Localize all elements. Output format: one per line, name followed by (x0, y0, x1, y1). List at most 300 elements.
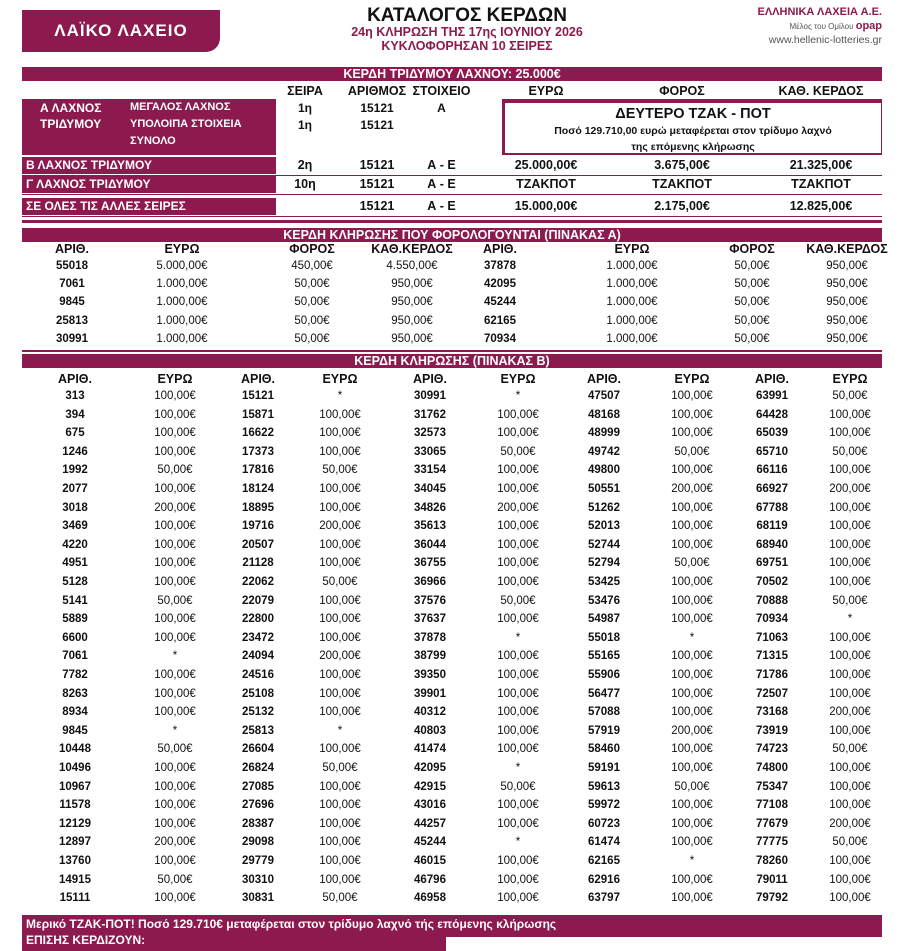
table-b-cell: 100,00€ (829, 501, 871, 514)
table-b-cell: 200,00€ (497, 501, 539, 514)
table-b-cell: 100,00€ (671, 538, 713, 551)
table-a-header: ΚΑΘ.ΚΕΡΔΟΣ (806, 242, 888, 256)
table-b-cell: 50,00€ (832, 743, 868, 756)
table-a-header: ΑΡΙΘ. (54, 242, 90, 256)
table-b-cell: 15121 (242, 390, 274, 402)
table-b-cell: 100,00€ (829, 762, 871, 774)
jackpot-text: της επόμενης κλήρωσης (631, 141, 755, 153)
table-b-cell: 100,00€ (671, 427, 713, 440)
table-b-cell: 43016 (414, 799, 446, 812)
table-b-cell: * (337, 724, 343, 737)
table-b-cell: 53476 (588, 594, 620, 607)
table-b-cell: 100,00€ (671, 892, 713, 905)
table-b-cell: 100,00€ (671, 594, 713, 607)
table-b-cell: 19716 (242, 520, 274, 533)
table-b-cell: 100,00€ (319, 538, 361, 551)
table-a-cell: 950,00€ (391, 332, 433, 345)
table-b-cell: 100,00€ (829, 464, 871, 477)
table-b-cell: 50,00€ (322, 464, 358, 477)
table-b-cell: 100,00€ (497, 892, 539, 905)
table-a-cell: 50,00€ (294, 296, 330, 309)
table-b-cell: 49800 (588, 464, 620, 477)
table-b-cell: 40312 (414, 706, 446, 719)
table-a-cell: 50,00€ (294, 314, 330, 327)
table-a-cell: 62165 (484, 314, 516, 327)
table-b-cell: 50,00€ (832, 445, 868, 458)
title-block (252, 6, 682, 53)
table-b-cell: * (689, 631, 695, 644)
table-a-cell: 1.000,00€ (156, 296, 208, 309)
table-b-cell: 100,00€ (319, 669, 361, 681)
table-b-cell: 10448 (59, 743, 91, 756)
table-b-cell: 53425 (588, 576, 620, 588)
table-b-cell: 100,00€ (829, 520, 871, 533)
table-b-cell: 100,00€ (154, 576, 196, 588)
table-b-cell: 50,00€ (500, 594, 536, 607)
table-b-cell: 100,00€ (497, 687, 539, 700)
table-a-cell: 950,00€ (826, 332, 868, 345)
table-b-cell: 100,00€ (154, 408, 196, 421)
table-b-cell: 8934 (62, 706, 88, 719)
table-b-cell: 22800 (242, 613, 274, 626)
table-a-cell: 1.000,00€ (606, 332, 658, 345)
table-a-cell: 950,00€ (391, 296, 433, 309)
table-b-cell: * (337, 390, 343, 402)
tridymo-header: ΕΥΡΩ (528, 84, 564, 98)
table-b-bar: ΚΕΡΔΗ ΚΛΗΡΩΣΗΣ (ΠΙΝΑΚΑΣ Β) (22, 354, 882, 368)
table-b-cell: 100,00€ (829, 576, 871, 588)
table-b-cell: 100,00€ (319, 743, 361, 756)
tridymo-row-tax: 3.675,00€ (654, 158, 710, 172)
tridymo-row-net: ΤΖΑΚΠΟΤ (791, 177, 851, 191)
table-b-cell: 6600 (62, 631, 88, 644)
table-b-cell: 100,00€ (671, 520, 713, 533)
table-b-cell: 100,00€ (154, 445, 196, 458)
table-b-cell: 73168 (756, 706, 788, 719)
tridymo-row-tax: 2.175,00€ (654, 199, 710, 213)
table-b-cell: * (847, 613, 853, 626)
table-b-cell: 31762 (414, 408, 446, 421)
table-b-cell: 100,00€ (497, 855, 539, 867)
table-b-cell: 50,00€ (832, 390, 868, 402)
table-b-cell: 100,00€ (319, 817, 361, 830)
table-b-cell: 100,00€ (319, 557, 361, 570)
table-a-cell: 950,00€ (826, 314, 868, 327)
tridymo-row-euro: ΤΖΑΚΠΟΤ (516, 177, 576, 191)
table-a-cell: 1.000,00€ (156, 314, 208, 327)
table-b-header: ΑΡΙΘ. (412, 372, 448, 386)
tridymo-row-tax: ΤΖΑΚΠΟΤ (652, 177, 712, 191)
table-b-cell: 100,00€ (497, 817, 539, 830)
table-a-cell: 50,00€ (294, 332, 330, 345)
table-b-cell: 100,00€ (671, 836, 713, 849)
laiko-lottery-logo: ΛΑΪΚΟ ΛΑΧΕΙΟ (22, 10, 220, 52)
table-b-cell: 100,00€ (319, 706, 361, 719)
tridymo-row-number: 15121 (359, 199, 395, 213)
table-b-cell: 59972 (588, 799, 620, 812)
table-a-cell: 50,00€ (734, 314, 770, 327)
table-b-cell: 100,00€ (497, 520, 539, 533)
table-b-cell: 44257 (414, 817, 446, 830)
table-b-cell: 100,00€ (154, 557, 196, 570)
table-a-end (22, 350, 882, 352)
table-b-cell: 65710 (756, 445, 788, 458)
table-b-cell: 100,00€ (154, 687, 196, 700)
tridymo-header: ΦΟΡΟΣ (659, 84, 705, 98)
brand-block (672, 6, 882, 46)
table-b-cell: 50551 (588, 483, 620, 495)
table-a-header: ΚΑΘ.ΚΕΡΔΟΣ (371, 242, 453, 256)
a-label: Α ΛΑΧΝΟΣ (40, 101, 102, 115)
table-b-cell: 25132 (242, 706, 274, 719)
table-b-cell: * (172, 650, 178, 663)
table-b-cell: 52744 (588, 538, 620, 551)
table-b-cell: 100,00€ (671, 613, 713, 626)
tridymo-header: ΣΤΟΙΧΕΙΟ (412, 84, 471, 98)
jackpot-text: Ποσό 129.710,00 ευρώ μεταφέρεται στον τρίδυμο λαχνό (554, 125, 832, 137)
table-b-cell: 100,00€ (319, 613, 361, 626)
table-b-cell: 34826 (414, 501, 446, 514)
tridymo-bar: ΚΕΡΔΗ ΤΡΙΔΥΜΟΥ ΛΑΧΝΟΥ: 25.000€ (22, 67, 882, 81)
table-b-cell: 200,00€ (154, 836, 196, 849)
table-b-cell: 18895 (242, 501, 274, 514)
table-b-cell: 100,00€ (497, 464, 539, 477)
table-b-cell: 65039 (756, 427, 788, 440)
table-b-cell: 22079 (242, 594, 274, 607)
table-a-cell: 50,00€ (734, 296, 770, 309)
table-b-cell: 50,00€ (500, 780, 536, 793)
tridymo-row-element: Α - Ε (427, 158, 456, 172)
table-a-bar: ΚΕΡΔΗ ΚΛΗΡΩΣΗΣ ΠΟΥ ΦΟΡΟΛΟΓΟΥΝΤΑΙ (ΠΙΝΑΚΑΣ Α) (22, 228, 882, 242)
table-b-cell: 100,00€ (497, 650, 539, 663)
table-b-header: ΕΥΡΩ (500, 372, 536, 386)
table-b-cell: 100,00€ (829, 650, 871, 663)
table-b-cell: 4220 (62, 538, 88, 551)
table-b-header: ΑΡΙΘ. (57, 372, 93, 386)
table-b-cell: 77679 (756, 817, 788, 830)
table-b-cell: 79011 (756, 873, 788, 886)
table-a-cell: 50,00€ (734, 278, 770, 291)
table-b-cell: 100,00€ (319, 501, 361, 514)
table-b-cell: 100,00€ (829, 557, 871, 570)
table-b-cell: 3018 (62, 501, 88, 514)
table-b-cell: 100,00€ (497, 724, 539, 737)
table-b-cell: 73919 (756, 724, 788, 737)
table-b-cell: 1992 (62, 464, 88, 477)
table-b-cell: 100,00€ (497, 669, 539, 681)
table-b-cell: 50,00€ (322, 576, 358, 588)
table-b-cell: 63991 (756, 390, 788, 402)
table-b-cell: 30310 (242, 873, 274, 886)
table-b-cell: 100,00€ (319, 836, 361, 849)
table-b-cell: 100,00€ (829, 855, 871, 867)
tridymo-row-euro: 15.000,00€ (514, 199, 578, 213)
table-b-cell: 100,00€ (497, 706, 539, 719)
table-a-cell: 1.000,00€ (156, 332, 208, 345)
footer-blank (446, 937, 882, 951)
table-b-cell: 79792 (756, 892, 788, 905)
table-b-cell: 100,00€ (671, 799, 713, 812)
table-b-cell: 58460 (588, 743, 620, 756)
table-b-cell: 34045 (414, 483, 446, 495)
table-b-cell: 64428 (756, 408, 788, 421)
table-b-cell: 12897 (59, 836, 91, 849)
table-b-cell: 48168 (588, 408, 620, 421)
table-a-cell: 70934 (484, 332, 516, 345)
table-b-cell: 45244 (414, 836, 446, 849)
table-b-cell: 22062 (242, 576, 274, 588)
table-b-cell: 100,00€ (319, 799, 361, 812)
table-b-cell: 74723 (756, 743, 788, 756)
table-b-cell: 200,00€ (319, 650, 361, 663)
table-b-cell: 62165 (588, 855, 620, 867)
table-b-cell: 32573 (414, 427, 446, 440)
table-b-header: ΕΥΡΩ (157, 372, 193, 386)
table-b-cell: 100,00€ (319, 427, 361, 440)
table-b-cell: 200,00€ (319, 520, 361, 533)
table-b-cell: 100,00€ (154, 390, 196, 402)
tridymo-row-element: Α - Ε (427, 177, 456, 191)
table-b-cell: 100,00€ (154, 892, 196, 905)
table-b-cell: 25813 (242, 724, 274, 737)
table-b-cell: 55165 (588, 650, 620, 663)
table-b-cell: 48999 (588, 427, 620, 440)
table-b-cell: 56477 (588, 687, 620, 700)
table-b-cell: 100,00€ (497, 743, 539, 756)
table-b-cell: 100,00€ (671, 706, 713, 719)
tridymo-row-euro: 25.000,00€ (514, 158, 578, 172)
table-b-cell: 100,00€ (154, 780, 196, 793)
member-line (672, 20, 882, 32)
table-b-cell: 59191 (588, 762, 620, 774)
table-b-cell: 4951 (62, 557, 88, 570)
tridymo-row-series: 2η (297, 158, 313, 172)
table-b-cell: 100,00€ (829, 687, 871, 700)
table-b-cell: 100,00€ (671, 817, 713, 830)
table-b-cell: 24094 (242, 650, 274, 663)
table-b-cell: * (689, 855, 695, 867)
table-b-cell: * (515, 390, 521, 402)
table-b-cell: 35613 (414, 520, 446, 533)
table-b-cell: 100,00€ (671, 687, 713, 700)
tridymo-row-net: 12.825,00€ (789, 199, 853, 213)
table-b-cell: * (515, 762, 521, 774)
table-b-cell: 100,00€ (319, 780, 361, 793)
table-b-cell: 21128 (242, 557, 274, 570)
table-b-cell: 30991 (414, 390, 446, 402)
jackpot-title: ΔΕΥΤΕΡΟ ΤΖΑΚ - ΠΟΤ (615, 106, 771, 122)
table-b-cell: 46958 (414, 892, 446, 905)
table-b-cell: 394 (65, 408, 85, 421)
table-b-cell: 100,00€ (319, 855, 361, 867)
table-b-cell: 100,00€ (829, 631, 871, 644)
table-a-cell: 1.000,00€ (606, 278, 658, 291)
table-b-cell: 7061 (62, 650, 88, 663)
table-b-cell: 37576 (414, 594, 446, 607)
table-b-cell: 47507 (588, 390, 620, 402)
website-link[interactable]: www.hellenic-lotteries.gr (768, 34, 882, 46)
table-b-cell: 36755 (414, 557, 446, 570)
table-b-cell: 1246 (62, 445, 88, 458)
table-b-cell: 100,00€ (497, 873, 539, 886)
table-b-cell: 42915 (414, 780, 446, 793)
table-b-cell: 42095 (414, 762, 446, 774)
table-a-cell: 950,00€ (391, 278, 433, 291)
table-b-cell: 50,00€ (322, 892, 358, 905)
table-b-cell: 54987 (588, 613, 620, 626)
table-b-cell: 17373 (242, 445, 274, 458)
table-b-cell: 26824 (242, 762, 274, 774)
table-b-cell: 26604 (242, 743, 274, 756)
table-b-cell: 52794 (588, 557, 620, 570)
table-b-cell: 75347 (756, 780, 788, 793)
table-b-cell: 100,00€ (154, 817, 196, 830)
table-b-cell: 100,00€ (497, 483, 539, 495)
table-a-cell: 950,00€ (826, 278, 868, 291)
table-b-cell: 20507 (242, 538, 274, 551)
series-count: ΚΥΚΛΟΦΟΡΗΣΑΝ 10 ΣΕΙΡΕΣ (381, 39, 553, 53)
table-a-cell: 950,00€ (826, 296, 868, 309)
table-b-cell: 100,00€ (497, 408, 539, 421)
table-b-cell: 11578 (59, 799, 91, 812)
table-b-cell: 39901 (414, 687, 446, 700)
table-b-cell: 12129 (59, 817, 91, 830)
table-b-cell: 33154 (414, 464, 446, 477)
a-row-series: 1η (297, 118, 312, 132)
also-win-label: ΕΠΙΣΗΣ ΚΕΡΔΙΖΟΥΝ: (26, 933, 146, 947)
table-b-cell: 51262 (588, 501, 620, 514)
table-b-cell: 72507 (756, 687, 788, 700)
table-b-cell: 50,00€ (322, 762, 358, 774)
table-b-cell: 68119 (756, 520, 788, 533)
table-b-cell: 67788 (756, 501, 788, 514)
table-b-cell: 100,00€ (829, 873, 871, 886)
tridymo-header: ΚΑΘ. ΚΕΡΔΟΣ (778, 84, 864, 98)
jackpot-box (504, 102, 882, 154)
draw-date: 24η ΚΛΗΡΩΣΗ ΤΗΣ 17ης ΙΟΥΝΙΟΥ 2026 (351, 25, 583, 39)
table-b-cell: 49742 (588, 445, 620, 458)
table-b-cell: 200,00€ (671, 724, 713, 737)
table-b-cell: 23472 (242, 631, 274, 644)
table-b-cell: 100,00€ (319, 445, 361, 458)
table-b-cell: 46015 (414, 855, 446, 867)
table-a-header: ΕΥΡΩ (614, 242, 650, 256)
table-b-cell: 100,00€ (671, 501, 713, 514)
table-a-cell: 30991 (56, 332, 88, 345)
table-b-cell: 100,00€ (671, 743, 713, 756)
table-b-cell: 100,00€ (829, 724, 871, 737)
table-b-cell: 13760 (59, 855, 91, 867)
table-b-cell: 100,00€ (829, 669, 871, 681)
table-b-cell: 100,00€ (154, 613, 196, 626)
table-b-cell: 50,00€ (674, 557, 710, 570)
table-b-header: ΑΡΙΘ. (586, 372, 622, 386)
table-b-cell: 38799 (414, 650, 446, 663)
table-b-cell: 15871 (242, 408, 274, 421)
partial-jackpot-note: Μερικό ΤΖΑΚ-ΠΟΤ! Ποσό 129.710€ μεταφέρεται στον τρίδυμο λαχνό τής επόμενης κλήρωσης (26, 917, 557, 931)
table-b-cell: * (515, 836, 521, 849)
table-b-cell: 28387 (242, 817, 274, 830)
table-b-cell: 18124 (242, 483, 274, 495)
table-b-cell: 74800 (756, 762, 788, 774)
table-b-cell: 100,00€ (154, 706, 196, 719)
table-a-cell: 1.000,00€ (156, 278, 208, 291)
table-b-cell: 50,00€ (157, 873, 193, 886)
table-b-cell: 100,00€ (154, 520, 196, 533)
table-b-cell: 100,00€ (671, 873, 713, 886)
table-b-cell: 66927 (756, 483, 788, 495)
table-b-cell: 50,00€ (157, 464, 193, 477)
table-b-cell: 24516 (242, 669, 274, 681)
table-a-cell: 1.000,00€ (606, 314, 658, 327)
table-b-cell: 27085 (242, 780, 274, 793)
table-b-cell: 77775 (756, 836, 788, 849)
tridymo-row-label: Γ ΛΑΧΝΟΣ ΤΡΙΔΥΜΟΥ (22, 176, 276, 193)
table-b-cell: 100,00€ (154, 538, 196, 551)
tridymo-header: ΑΡΙΘΜΟΣ (347, 84, 407, 98)
table-b-cell: 33065 (414, 445, 446, 458)
table-b-header: ΕΥΡΩ (322, 372, 358, 386)
table-b-cell: 36966 (414, 576, 446, 588)
table-a-cell: 42095 (484, 278, 516, 291)
table-a-header: ΦΟΡΟΣ (289, 242, 335, 256)
table-b-cell: 41474 (414, 743, 446, 756)
table-b-cell: 100,00€ (671, 669, 713, 681)
opap-logo: opap (855, 20, 882, 32)
table-b-header: ΑΡΙΘ. (754, 372, 790, 386)
table-a-cell: 1.000,00€ (606, 296, 658, 309)
table-b-cell: 100,00€ (154, 483, 196, 495)
table-b-cell: 37637 (414, 613, 446, 626)
table-b-cell: 100,00€ (829, 408, 871, 421)
table-a-cell: 950,00€ (826, 260, 868, 272)
table-b-cell: 50,00€ (157, 594, 193, 607)
table-b-cell: 70934 (756, 613, 788, 626)
table-b-cell: * (172, 724, 178, 737)
table-b-cell: 100,00€ (829, 427, 871, 440)
section-divider (22, 220, 882, 223)
table-b-cell: 71063 (756, 631, 788, 644)
table-b-cell: 313 (65, 390, 85, 402)
table-a-cell: 450,00€ (291, 260, 333, 272)
table-b-cell: 7782 (62, 669, 88, 681)
table-b-cell: 100,00€ (319, 631, 361, 644)
tridymo-header: ΣΕΙΡΑ (287, 84, 323, 98)
tridymo-row-element: Α - Ε (427, 199, 456, 213)
table-b-cell: 100,00€ (154, 631, 196, 644)
table-b-cell: 59613 (588, 780, 620, 793)
tridymo-row-label: ΣΕ ΟΛΕΣ ΤΙΣ ΑΛΛΕΣ ΣΕΙΡΕΣ (22, 198, 276, 215)
table-b-cell: 100,00€ (497, 613, 539, 626)
table-b-header: ΕΥΡΩ (674, 372, 710, 386)
table-b-cell: 5889 (62, 613, 88, 626)
document-header (22, 6, 882, 66)
table-b-cell: 78260 (756, 855, 788, 867)
table-a-cell: 37878 (484, 260, 516, 272)
table-b-cell: 200,00€ (154, 501, 196, 514)
table-b-cell: 68940 (756, 538, 788, 551)
table-b-cell: 3469 (62, 520, 88, 533)
table-b-cell: 70888 (756, 594, 788, 607)
table-b-cell: 36044 (414, 538, 446, 551)
table-b-cell: 69751 (756, 557, 788, 570)
table-b-cell: 27696 (242, 799, 274, 812)
table-b-cell: 100,00€ (154, 855, 196, 867)
table-b-cell: 8263 (62, 687, 88, 700)
tridymo-row-label: Β ΛΑΧΝΟΣ ΤΡΙΔΥΜΟΥ (22, 157, 276, 174)
a-row-number: 15121 (360, 101, 394, 115)
table-b-cell: 100,00€ (671, 762, 713, 774)
